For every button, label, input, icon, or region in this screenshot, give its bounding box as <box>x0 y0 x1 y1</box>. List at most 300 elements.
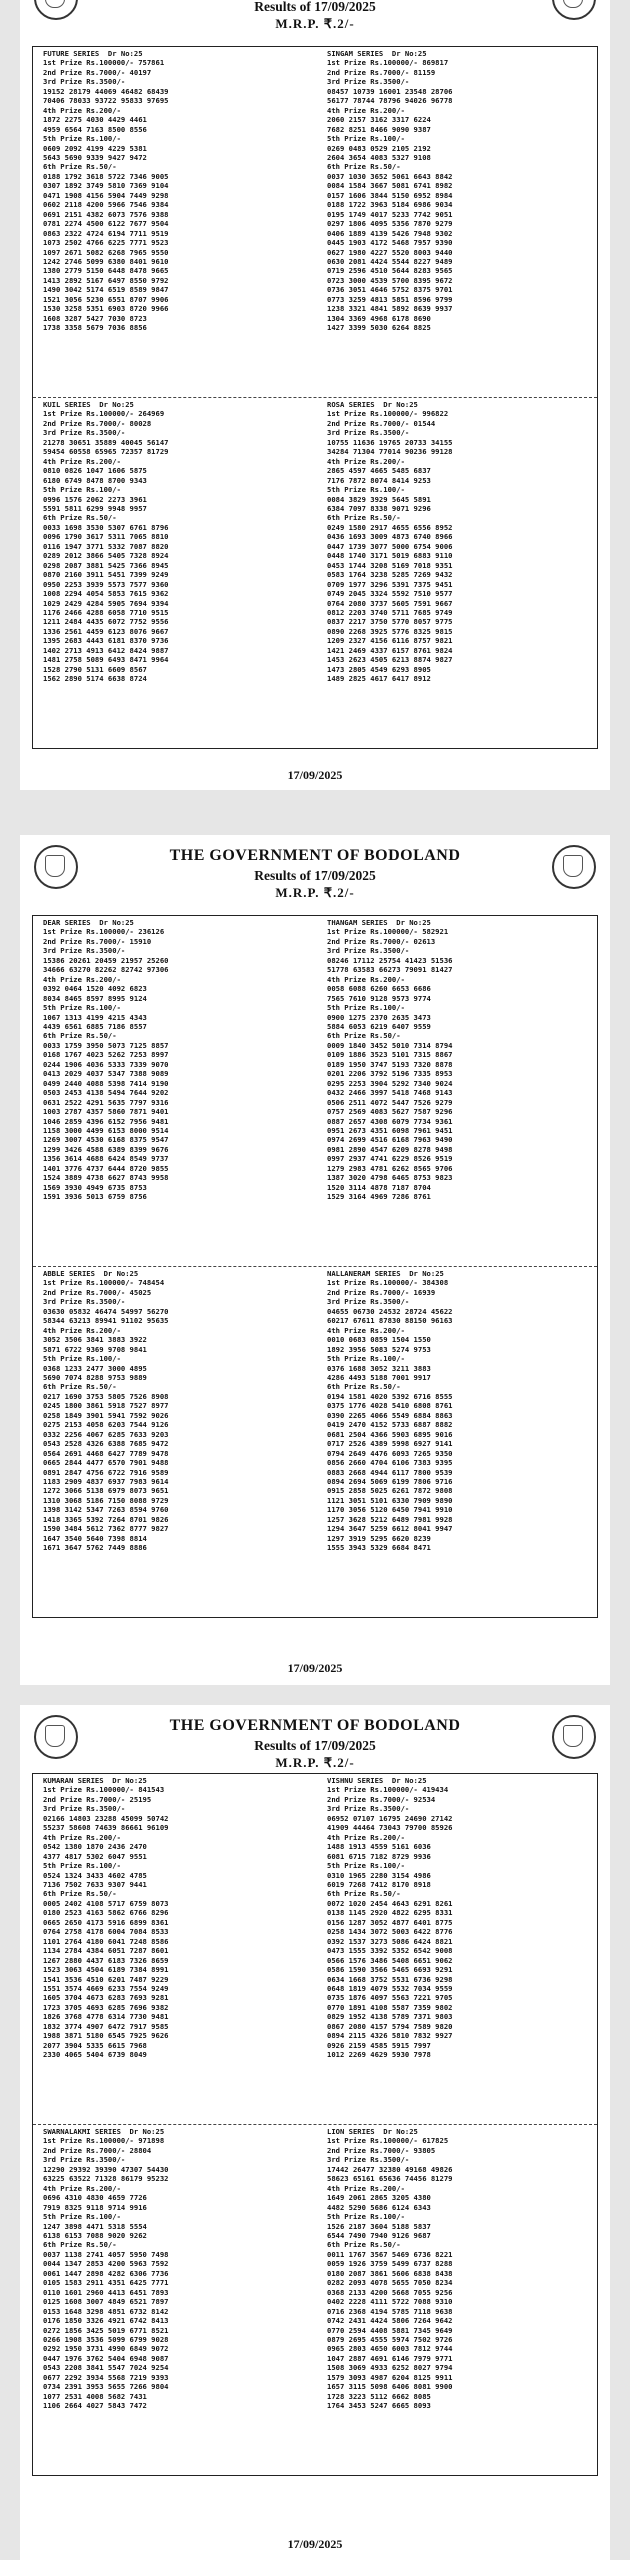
sixth-prize-numbers: 1158 3000 4499 6153 8000 9514 <box>43 1125 169 1135</box>
results-box <box>32 915 598 1618</box>
sixth-prize-numbers: 0272 1856 3425 5019 6771 8521 <box>43 2325 169 2335</box>
sixth-prize-label: 6th Prize Rs.50/- <box>327 1031 401 1041</box>
sixth-prize-numbers: 0436 1693 3009 4873 6740 8966 <box>327 532 453 542</box>
sixth-prize-numbers: 1764 3453 5247 6665 8093 <box>327 2401 431 2411</box>
sixth-prize-numbers: 0564 2691 4468 6427 7789 9478 <box>43 1448 169 1458</box>
sixth-prize-numbers: 0084 1584 3667 5081 6741 8982 <box>327 181 453 191</box>
sixth-prize-numbers: 0879 2695 4555 5974 7502 9726 <box>327 2334 453 2344</box>
sixth-prize-numbers: 1530 3258 5351 6903 8720 9966 <box>43 304 169 314</box>
series-block <box>315 916 597 1266</box>
sixth-prize-numbers: 0368 2133 4200 5668 7055 9256 <box>327 2287 453 2297</box>
sixth-prize-numbers: 0894 2694 5069 6199 7806 9716 <box>327 1476 453 1486</box>
results-box <box>32 1773 598 2476</box>
sixth-prize-numbers: 1402 2713 4913 6412 8424 9887 <box>43 645 169 655</box>
fifth-prize-numbers: 0376 1688 3052 3211 3883 <box>327 1363 431 1373</box>
third-prize-numbers: 56177 78744 78796 94026 96778 <box>327 96 453 106</box>
second-prize: 2nd Prize Rs.7000/- 01544 <box>327 418 436 428</box>
sixth-prize-numbers: 0168 1767 4023 5262 7253 8997 <box>43 1050 169 1060</box>
series-heading <box>327 918 591 927</box>
sixth-prize-numbers: 1356 3614 4688 6424 8549 9737 <box>43 1154 169 1164</box>
sixth-prize-numbers: 0794 2649 4476 6093 7265 9350 <box>327 1448 453 1458</box>
spacer <box>91 400 100 409</box>
third-prize-numbers: 08457 10739 16001 23548 28706 <box>327 86 453 96</box>
sixth-prize-numbers: 0298 2087 3881 5425 7366 8945 <box>43 560 169 570</box>
sixth-prize-numbers: 0188 1722 3963 5184 6986 9034 <box>327 200 453 210</box>
sixth-prize-numbers: 0981 2890 4547 6209 8278 9498 <box>327 1144 453 1154</box>
fourth-prize-label: 4th Prize Rs.200/- <box>43 105 121 115</box>
draw-number: Dr No:25 <box>383 400 418 409</box>
sixth-prize-numbers: 0867 2080 4157 5794 7589 9820 <box>327 2021 453 2031</box>
sixth-prize-numbers: 0829 1952 4138 5789 7371 9803 <box>327 2012 453 2022</box>
first-prize: 1st Prize Rs.100000/- 869817 <box>327 58 449 68</box>
sixth-prize-numbers: 0870 2160 3911 5451 7399 9249 <box>43 570 169 580</box>
sixth-prize-numbers: 1238 3321 4841 5892 8639 9937 <box>327 304 453 314</box>
draw-number: Dr No:25 <box>99 400 134 409</box>
sixth-prize-numbers: 0863 2322 4724 6194 7711 9519 <box>43 228 169 238</box>
series-name: LION SERIES <box>327 2127 375 2136</box>
sixth-prize-numbers: 1657 3115 5098 6406 8081 9900 <box>327 2382 453 2392</box>
second-prize: 2nd Prize Rs.7000/- 40197 <box>43 67 152 77</box>
fourth-prize-numbers: 5871 6722 9369 9708 9841 <box>43 1344 147 1354</box>
fourth-prize-numbers: 1649 2061 2865 3205 4380 <box>327 2193 431 2203</box>
first-prize: 1st Prize Rs.100000/- 419434 <box>327 1785 449 1795</box>
sixth-prize-numbers: 0890 2268 3925 5776 8325 9815 <box>327 626 453 636</box>
sixth-prize-numbers: 0764 2758 4178 6004 7084 8533 <box>43 1927 169 1937</box>
series-heading <box>327 1269 591 1278</box>
sixth-prize-numbers: 0105 1583 2911 4351 6425 7771 <box>43 2278 169 2288</box>
sixth-prize-numbers: 0266 1908 3536 5099 6799 9028 <box>43 2334 169 2344</box>
sixth-prize-numbers: 0812 2203 3740 5711 7685 9749 <box>327 607 453 617</box>
fourth-prize-label: 4th Prize Rs.200/- <box>43 1832 121 1842</box>
sixth-prize-numbers: 0717 2526 4389 5998 6927 9141 <box>327 1439 453 1449</box>
sixth-prize-numbers: 1529 3164 4969 7286 8761 <box>327 1192 431 1202</box>
third-prize-label: 3rd Prize Rs.3500/- <box>43 77 126 87</box>
series-heading <box>327 400 591 409</box>
draw-number: Dr No:25 <box>112 1776 147 1785</box>
sixth-prize-numbers: 0037 1138 2741 4057 5950 7498 <box>43 2249 169 2259</box>
sixth-prize-numbers: 1106 2664 4027 5843 7472 <box>43 2401 147 2411</box>
sixth-prize-numbers: 1520 3114 4878 7187 8704 <box>327 1182 431 1192</box>
sixth-prize-numbers: 1297 3919 5295 6620 8239 <box>327 1533 431 1543</box>
fourth-prize-numbers: 4482 5290 5686 6124 6343 <box>327 2202 431 2212</box>
sixth-prize-numbers: 0719 2596 4510 5644 8283 9565 <box>327 266 453 276</box>
sixth-prize-numbers: 1728 3223 5112 6662 8085 <box>327 2391 431 2401</box>
fourth-prize-numbers: 0542 1380 1870 2436 2470 <box>43 1842 147 1852</box>
sixth-prize-numbers: 0307 1892 3749 5810 7369 9104 <box>43 181 169 191</box>
fourth-prize-label: 4th Prize Rs.200/- <box>327 105 405 115</box>
sixth-prize-numbers: 0543 2528 4326 6388 7685 9472 <box>43 1439 169 1449</box>
fifth-prize-numbers: 5643 5690 9339 9427 9472 <box>43 152 147 162</box>
sixth-prize-numbers: 1209 2327 4156 6116 8757 9821 <box>327 636 453 646</box>
fifth-prize-numbers: 6138 6153 7088 9020 9262 <box>43 2230 147 2240</box>
fifth-prize-numbers: 2604 3654 4083 5327 9108 <box>327 152 431 162</box>
sixth-prize-numbers: 1988 3871 5180 6545 7925 9626 <box>43 2031 169 2041</box>
sixth-prize-label: 6th Prize Rs.50/- <box>327 2240 401 2250</box>
sixth-prize-numbers: 0770 1891 4108 5587 7359 9802 <box>327 2002 453 2012</box>
fifth-prize-numbers: 1526 2187 3604 5188 5837 <box>327 2221 431 2231</box>
sixth-prize-numbers: 0742 2431 4424 5806 7264 9642 <box>327 2316 453 2326</box>
fourth-prize-numbers: 7682 8251 8466 9090 9387 <box>327 124 431 134</box>
sixth-prize-numbers: 0375 1776 4028 5410 6808 8761 <box>327 1401 453 1411</box>
sixth-prize-numbers: 0627 1980 4227 5520 8003 9440 <box>327 247 453 257</box>
sixth-prize-numbers: 1047 2887 4691 6146 7979 9771 <box>327 2353 453 2363</box>
sixth-prize-numbers: 0566 1576 3486 5408 6651 9062 <box>327 1955 453 1965</box>
third-prize-numbers: 58623 65161 65636 74456 81279 <box>327 2174 453 2184</box>
sixth-prize-numbers: 0915 2858 5025 6261 7872 9808 <box>327 1486 453 1496</box>
spacer <box>375 400 384 409</box>
first-prize: 1st Prize Rs.100000/- 757861 <box>43 58 165 68</box>
sixth-prize-numbers: 0965 2803 4650 6003 7812 9744 <box>327 2344 453 2354</box>
sixth-prize-numbers: 0289 2012 3866 5405 7328 8924 <box>43 551 169 561</box>
fourth-prize-numbers: 1488 1913 4559 5161 6036 <box>327 1842 431 1852</box>
sixth-prize-numbers: 0709 1977 3296 5391 7375 9451 <box>327 579 453 589</box>
sixth-prize-numbers: 0180 2523 4163 5862 6766 8296 <box>43 1908 169 1918</box>
sixth-prize-numbers: 0258 1849 3901 5941 7592 9026 <box>43 1410 169 1420</box>
third-prize-numbers: 58344 63213 89941 91102 95635 <box>43 1316 169 1326</box>
sixth-prize-label: 6th Prize Rs.50/- <box>43 1031 117 1041</box>
sixth-prize-numbers: 0402 2228 4111 5722 7088 9310 <box>327 2297 453 2307</box>
third-prize-numbers: 41909 44464 73043 79700 85926 <box>327 1823 453 1833</box>
draw-number: Dr No:25 <box>103 1269 139 1278</box>
spacer <box>375 2127 384 2136</box>
sixth-prize-numbers: 1097 2671 5082 6268 7965 9550 <box>43 247 169 257</box>
sixth-prize-numbers: 0011 1767 3567 5469 6736 8221 <box>327 2249 453 2259</box>
sixth-prize-numbers: 0471 1908 4156 5904 7449 9298 <box>43 190 169 200</box>
sixth-prize-numbers: 0189 1950 3747 5193 7320 8878 <box>327 1059 453 1069</box>
sixth-prize-numbers: 1395 2683 4443 6181 8370 9736 <box>43 636 169 646</box>
sixth-prize-numbers: 0631 2522 4291 5635 7797 9316 <box>43 1097 169 1107</box>
result-sheet-2 <box>20 835 610 1685</box>
sixth-prize-numbers: 1003 2787 4357 5860 7871 9401 <box>43 1107 169 1117</box>
sixth-prize-numbers: 1077 2531 4008 5682 7431 <box>43 2391 147 2401</box>
sixth-prize-numbers: 0005 2402 4108 5717 6759 8073 <box>43 1898 169 1908</box>
sixth-prize-numbers: 1605 3704 4673 6283 7693 9281 <box>43 1993 169 2003</box>
fourth-prize-label: 4th Prize Rs.200/- <box>327 2183 405 2193</box>
series-name: SWARNALAKMI SERIES <box>43 2127 121 2136</box>
third-prize-numbers: 21278 30651 35889 40045 56147 <box>43 437 169 447</box>
sixth-prize-numbers: 0432 2466 3997 5418 7468 9143 <box>327 1088 453 1098</box>
third-prize-numbers: 17442 26477 32380 49168 49826 <box>327 2164 453 2174</box>
sixth-prize-numbers: 1101 2764 4180 6041 7248 8586 <box>43 1936 169 1946</box>
third-prize-numbers: 59454 60558 65965 72357 81729 <box>43 447 169 457</box>
fifth-prize-numbers: 7136 7502 7633 9307 9441 <box>43 1879 147 1889</box>
sixth-prize-numbers: 0033 1698 3530 5307 6761 8796 <box>43 522 169 532</box>
series-name: DEAR SERIES <box>43 918 91 927</box>
series-block <box>315 398 597 748</box>
sixth-prize-numbers: 0096 1790 3617 5311 7065 8810 <box>43 532 169 542</box>
sixth-prize-numbers: 0583 1764 3238 5285 7269 9432 <box>327 570 453 580</box>
sixth-prize-numbers: 1490 3042 5174 6519 8589 9847 <box>43 285 169 295</box>
fourth-prize-numbers: 0010 0683 0859 1504 1550 <box>327 1335 431 1345</box>
fifth-prize-numbers: 0368 1233 2477 3000 4895 <box>43 1363 147 1373</box>
results-date: Results of 17/09/2025 <box>254 868 376 883</box>
third-prize-numbers: 10755 11636 19765 20733 34155 <box>327 437 453 447</box>
third-prize-numbers: 51778 63583 66273 79091 81427 <box>327 965 453 975</box>
sixth-prize-numbers: 0499 2440 4088 5398 7414 9190 <box>43 1078 169 1088</box>
fourth-prize-numbers: 7176 7872 8074 8414 9253 <box>327 475 431 485</box>
spacer <box>388 918 397 927</box>
second-prize: 2nd Prize Rs.7000/- 25195 <box>43 1794 152 1804</box>
sixth-prize-label: 6th Prize Rs.50/- <box>43 2240 117 2250</box>
third-prize-label: 3rd Prize Rs.3500/- <box>43 2155 126 2165</box>
result-sheet-1 <box>20 0 610 790</box>
third-prize-numbers: 15386 20261 20459 21957 25260 <box>43 955 169 965</box>
series-name: KUMARAN SERIES <box>43 1776 104 1785</box>
first-prize: 1st Prize Rs.100000/- 841543 <box>43 1785 165 1795</box>
sixth-prize-numbers: 0037 1030 3652 5061 6643 8842 <box>327 171 453 181</box>
series-name: THANGAM SERIES <box>327 918 388 927</box>
second-prize: 2nd Prize Rs.7000/- 80028 <box>43 418 152 428</box>
series-block <box>33 1774 315 2124</box>
sixth-prize-numbers: 0109 1886 3523 5101 7315 8867 <box>327 1050 453 1060</box>
fourth-prize-label: 4th Prize Rs.200/- <box>43 1325 121 1335</box>
sixth-prize-label: 6th Prize Rs.50/- <box>43 1889 117 1899</box>
series-name: ROSA SERIES <box>327 400 375 409</box>
fourth-prize-label: 4th Prize Rs.200/- <box>43 974 121 984</box>
sixth-prize-numbers: 1562 2890 5174 6638 8724 <box>43 674 147 684</box>
sixth-prize-numbers: 1647 3540 5640 7398 8814 <box>43 1533 147 1543</box>
sixth-prize-numbers: 0716 2368 4194 5785 7118 9638 <box>327 2306 453 2316</box>
government-title: THE GOVERNMENT OF BODOLAND <box>169 847 461 864</box>
third-prize-numbers: 34284 71304 77014 90236 99128 <box>327 447 453 457</box>
sixth-prize-numbers: 1046 2859 4396 6152 7956 9481 <box>43 1116 169 1126</box>
spacer <box>383 1776 392 1785</box>
sixth-prize-numbers: 0602 2118 4200 5966 7546 9384 <box>43 200 169 210</box>
sixth-prize-label: 6th Prize Rs.50/- <box>43 1382 117 1392</box>
third-prize-label: 3rd Prize Rs.3500/- <box>43 428 126 438</box>
fourth-prize-numbers: 3052 3506 3841 3883 3922 <box>43 1335 147 1345</box>
sixth-prize-numbers: 1541 3536 4510 6201 7487 9229 <box>43 1974 169 1984</box>
fourth-prize-numbers: 1872 2275 4030 4429 4461 <box>43 115 147 125</box>
sixth-prize-label: 6th Prize Rs.50/- <box>327 162 401 172</box>
sixth-prize-numbers: 0723 3000 4539 5700 8395 9672 <box>327 275 453 285</box>
sixth-prize-numbers: 1524 3889 4738 6627 8743 9958 <box>43 1173 169 1183</box>
fifth-prize-label: 5th Prize Rs.100/- <box>43 1861 121 1871</box>
fifth-prize-numbers: 0084 3829 3929 5645 5891 <box>327 494 431 504</box>
series-block <box>33 1267 315 1617</box>
sixth-prize-numbers: 0950 2253 3939 5573 7577 9360 <box>43 579 169 589</box>
series-block <box>315 2125 597 2475</box>
second-prize: 2nd Prize Rs.7000/- 81159 <box>327 67 436 77</box>
series-name: SINGAM SERIES <box>327 49 384 58</box>
fifth-prize-numbers: 0524 1324 3433 4602 4785 <box>43 1870 147 1880</box>
sixth-prize-numbers: 0033 1759 3950 5073 7125 8857 <box>43 1040 169 1050</box>
second-prize: 2nd Prize Rs.7000/- 28804 <box>43 2145 152 2155</box>
fifth-prize-label: 5th Prize Rs.100/- <box>327 1003 405 1013</box>
fifth-prize-label: 5th Prize Rs.100/- <box>43 2212 121 2222</box>
draw-number: Dr No:25 <box>409 1269 444 1278</box>
series-heading <box>327 1776 591 1785</box>
sixth-prize-numbers: 1523 3063 4504 6189 7384 8991 <box>43 1965 169 1975</box>
fifth-prize-numbers: 6384 7097 8338 9071 9296 <box>327 503 431 513</box>
series-name: NALLANERAM SERIES <box>327 1269 401 1278</box>
sixth-prize-numbers: 0735 1876 4097 5563 7221 9705 <box>327 1993 453 2003</box>
sixth-prize-numbers: 0781 2274 4500 6122 7677 9504 <box>43 219 169 229</box>
third-prize-numbers: 08246 17112 25754 41423 51536 <box>327 955 453 965</box>
fifth-prize-numbers: 4439 6561 6885 7186 8557 <box>43 1021 147 1031</box>
fifth-prize-label: 5th Prize Rs.100/- <box>327 1354 405 1364</box>
sixth-prize-numbers: 0856 2660 4704 6106 7383 9395 <box>327 1458 453 1468</box>
sixth-prize-numbers: 0891 2847 4756 6722 7916 9589 <box>43 1467 169 1477</box>
series-heading <box>327 2127 591 2136</box>
series-heading <box>43 1776 309 1785</box>
sixth-prize-numbers: 1528 2790 5131 6609 8567 <box>43 664 147 674</box>
third-prize-label: 3rd Prize Rs.3500/- <box>327 428 410 438</box>
sixth-prize-label: 6th Prize Rs.50/- <box>327 1382 401 1392</box>
results-date: Results of 17/09/2025 <box>254 0 376 14</box>
sixth-prize-numbers: 0188 1792 3618 5722 7346 9005 <box>43 171 169 181</box>
sixth-prize-numbers: 0244 1906 4036 5333 7339 9070 <box>43 1059 169 1069</box>
sixth-prize-numbers: 1508 3069 4933 6252 8027 9794 <box>327 2363 453 2373</box>
sixth-prize-numbers: 0447 1739 3077 5000 6754 9006 <box>327 541 453 551</box>
sixth-prize-numbers: 0176 1850 3326 4921 6742 8413 <box>43 2316 169 2326</box>
series-heading <box>43 400 309 409</box>
series-block <box>33 916 315 1266</box>
third-prize-label: 3rd Prize Rs.3500/- <box>327 1804 410 1814</box>
sixth-prize-numbers: 0951 2673 4351 6098 7961 9451 <box>327 1125 453 1135</box>
sixth-prize-numbers: 1826 3768 4778 6314 7730 9481 <box>43 2012 169 2022</box>
series-block <box>33 47 315 397</box>
fifth-prize-label: 5th Prize Rs.100/- <box>327 1861 405 1871</box>
sixth-prize-numbers: 1413 2892 5167 6497 8550 9792 <box>43 275 169 285</box>
sixth-prize-numbers: 0332 2256 4067 6285 7633 9203 <box>43 1429 169 1439</box>
second-prize: 2nd Prize Rs.7000/- 92534 <box>327 1794 436 1804</box>
government-title: THE GOVERNMENT OF BODOLAND <box>169 1717 461 1734</box>
sixth-prize-numbers: 0749 2045 3324 5592 7510 9577 <box>327 589 453 599</box>
third-prize-numbers: 60217 67611 87830 88150 96163 <box>327 1316 453 1326</box>
sixth-prize-numbers: 0009 1840 3452 5010 7314 8794 <box>327 1040 453 1050</box>
fourth-prize-numbers: 8034 8465 8597 8995 9124 <box>43 993 147 1003</box>
sixth-prize-numbers: 0997 2937 4741 6229 8526 9519 <box>327 1154 453 1164</box>
series-name: FUTURE SERIES <box>43 49 100 58</box>
sixth-prize-numbers: 1121 3051 5101 6330 7909 9890 <box>327 1495 453 1505</box>
spacer <box>383 49 392 58</box>
sixth-prize-numbers: 1551 3574 4669 6233 7554 9249 <box>43 1983 169 1993</box>
sixth-prize-numbers: 1473 2805 4549 6293 8905 <box>327 664 431 674</box>
sixth-prize-numbers: 0586 1590 3566 5465 6693 9291 <box>327 1965 453 1975</box>
sixth-prize-numbers: 0295 2253 3904 5292 7340 9024 <box>327 1078 453 1088</box>
spacer <box>104 1776 113 1785</box>
sixth-prize-numbers: 0138 1145 2920 4822 6295 8331 <box>327 1908 453 1918</box>
series-block <box>33 2125 315 2475</box>
second-prize: 2nd Prize Rs.7000/- 93805 <box>327 2145 436 2155</box>
third-prize-numbers: 19152 28179 44069 46482 68439 <box>43 86 169 96</box>
sixth-prize-numbers: 0194 1581 4020 5392 6716 8555 <box>327 1391 453 1401</box>
sixth-prize-numbers: 0543 2208 3841 5547 7024 9254 <box>43 2363 169 2373</box>
third-prize-numbers: 02166 14803 23288 45099 50742 <box>43 1813 169 1823</box>
footer-date: 17/09/2025 <box>287 2537 343 2551</box>
fourth-prize-label: 4th Prize Rs.200/- <box>327 1832 405 1842</box>
sixth-prize-numbers: 1269 3007 4530 6168 8375 9547 <box>43 1135 169 1145</box>
sixth-prize-numbers: 1401 3776 4737 6444 8720 9855 <box>43 1163 169 1173</box>
fourth-prize-label: 4th Prize Rs.200/- <box>43 2183 121 2193</box>
sixth-prize-numbers: 1590 3484 5612 7362 8777 9827 <box>43 1524 169 1534</box>
sixth-prize-numbers: 0180 2087 3861 5606 6838 8438 <box>327 2268 453 2278</box>
sixth-prize-numbers: 0157 1606 3844 5150 6952 8984 <box>327 190 453 200</box>
sixth-prize-numbers: 0419 2470 4152 5733 6887 8882 <box>327 1420 453 1430</box>
fifth-prize-numbers: 1247 3898 4471 5318 5554 <box>43 2221 147 2231</box>
fourth-prize-numbers: 7565 7610 9128 9573 9774 <box>327 993 431 1003</box>
series-heading <box>43 2127 309 2136</box>
sixth-prize-numbers: 1134 2784 4384 6051 7287 8601 <box>43 1946 169 1956</box>
sixth-prize-numbers: 1029 2429 4284 5905 7694 9394 <box>43 598 169 608</box>
fifth-prize-numbers: 4286 4493 5188 7001 9917 <box>327 1372 431 1382</box>
sixth-prize-numbers: 0297 1806 4095 5356 7870 9279 <box>327 219 453 229</box>
sixth-prize-numbers: 1579 3093 4987 6204 8125 9911 <box>327 2372 453 2382</box>
sixth-prize-numbers: 1380 2779 5150 6448 8478 9665 <box>43 266 169 276</box>
first-prize: 1st Prize Rs.100000/- 996822 <box>327 409 449 419</box>
sixth-prize-numbers: 0072 1020 2454 4643 6291 8261 <box>327 1898 453 1908</box>
third-prize-label: 3rd Prize Rs.3500/- <box>327 77 410 87</box>
series-heading <box>43 918 309 927</box>
sixth-prize-numbers: 0453 1744 3208 5169 7018 9351 <box>327 560 453 570</box>
fifth-prize-label: 5th Prize Rs.100/- <box>327 134 405 144</box>
first-prize: 1st Prize Rs.100000/- 384308 <box>327 1278 449 1288</box>
series-block <box>315 1774 597 2124</box>
fourth-prize-numbers: 0810 0826 1047 1606 5875 <box>43 466 147 476</box>
fourth-prize-label: 4th Prize Rs.200/- <box>327 1325 405 1335</box>
sixth-prize-numbers: 1489 2825 4617 6417 8912 <box>327 674 431 684</box>
fifth-prize-numbers: 5884 6053 6219 6407 9559 <box>327 1021 431 1031</box>
fourth-prize-numbers: 1892 3956 5083 5274 9753 <box>327 1344 431 1354</box>
second-prize: 2nd Prize Rs.7000/- 45025 <box>43 1287 152 1297</box>
sixth-prize-label: 6th Prize Rs.50/- <box>43 162 117 172</box>
sixth-prize-numbers: 0249 1580 2917 4655 6556 8952 <box>327 522 453 532</box>
sixth-prize-numbers: 1012 2269 4629 5930 7978 <box>327 2050 431 2060</box>
fifth-prize-label: 5th Prize Rs.100/- <box>43 1003 121 1013</box>
sixth-prize-numbers: 0974 2699 4516 6168 7963 9490 <box>327 1135 453 1145</box>
third-prize-label: 3rd Prize Rs.3500/- <box>43 946 126 956</box>
sixth-prize-label: 6th Prize Rs.50/- <box>327 513 401 523</box>
sixth-prize-label: 6th Prize Rs.50/- <box>327 1889 401 1899</box>
series-name: KUIL SERIES <box>43 400 91 409</box>
series-name: ABBLE SERIES <box>43 1269 95 1278</box>
fifth-prize-label: 5th Prize Rs.100/- <box>43 134 121 144</box>
sixth-prize-numbers: 1832 3774 4907 6472 7917 9585 <box>43 2021 169 2031</box>
fifth-prize-numbers: 5690 7074 8288 9753 9889 <box>43 1372 147 1382</box>
sixth-prize-numbers: 2330 4065 5404 6739 8049 <box>43 2050 147 2060</box>
sixth-prize-numbers: 1336 2561 4459 6123 8076 9667 <box>43 626 169 636</box>
sixth-prize-numbers: 1279 2983 4781 6262 8565 9706 <box>327 1163 453 1173</box>
sixth-prize-numbers: 1008 2294 4054 5853 7615 9362 <box>43 589 169 599</box>
sixth-prize-numbers: 1170 3056 5120 6450 7941 9910 <box>327 1505 453 1515</box>
fifth-prize-numbers: 0900 1275 2370 2635 3473 <box>327 1012 431 1022</box>
sixth-prize-numbers: 0665 2650 4173 5916 6899 8361 <box>43 1917 169 1927</box>
fifth-prize-label: 5th Prize Rs.100/- <box>327 2212 405 2222</box>
first-prize: 1st Prize Rs.100000/- 582921 <box>327 927 449 937</box>
fourth-prize-label: 4th Prize Rs.200/- <box>327 456 405 466</box>
series-name: VISHNU SERIES <box>327 1776 384 1785</box>
sixth-prize-numbers: 1671 3647 5762 7449 8886 <box>43 1543 147 1553</box>
draw-number: Dr No:25 <box>391 1776 427 1785</box>
sixth-prize-numbers: 0677 2292 3934 5568 7219 9393 <box>43 2372 169 2382</box>
sixth-prize-numbers: 1310 3068 5186 7150 8088 9729 <box>43 1495 169 1505</box>
first-prize: 1st Prize Rs.100000/- 617825 <box>327 2136 449 2146</box>
fourth-prize-numbers: 6180 6749 8478 8700 9343 <box>43 475 147 485</box>
results-date: Results of 17/09/2025 <box>254 1738 376 1753</box>
sixth-prize-numbers: 1398 3142 5347 7263 8594 9760 <box>43 1505 169 1515</box>
sixth-prize-numbers: 0110 1601 2960 4413 6451 7893 <box>43 2287 169 2297</box>
sixth-prize-numbers: 0894 2115 4326 5810 7832 9927 <box>327 2031 453 2041</box>
sixth-prize-numbers: 0292 1950 3731 4990 6849 9072 <box>43 2344 169 2354</box>
mrp-price: M.R.P. ₹.2/- <box>275 16 355 31</box>
sixth-prize-numbers: 0392 1537 3273 5086 6424 8821 <box>327 1936 453 1946</box>
fifth-prize-numbers: 0269 0483 0529 2105 2192 <box>327 143 431 153</box>
sixth-prize-label: 6th Prize Rs.50/- <box>43 513 117 523</box>
fifth-prize-label: 5th Prize Rs.100/- <box>43 485 121 495</box>
third-prize-numbers: 70406 78033 93722 95833 97695 <box>43 96 169 106</box>
sixth-prize-numbers: 1723 3705 4693 6285 7696 9382 <box>43 2002 169 2012</box>
